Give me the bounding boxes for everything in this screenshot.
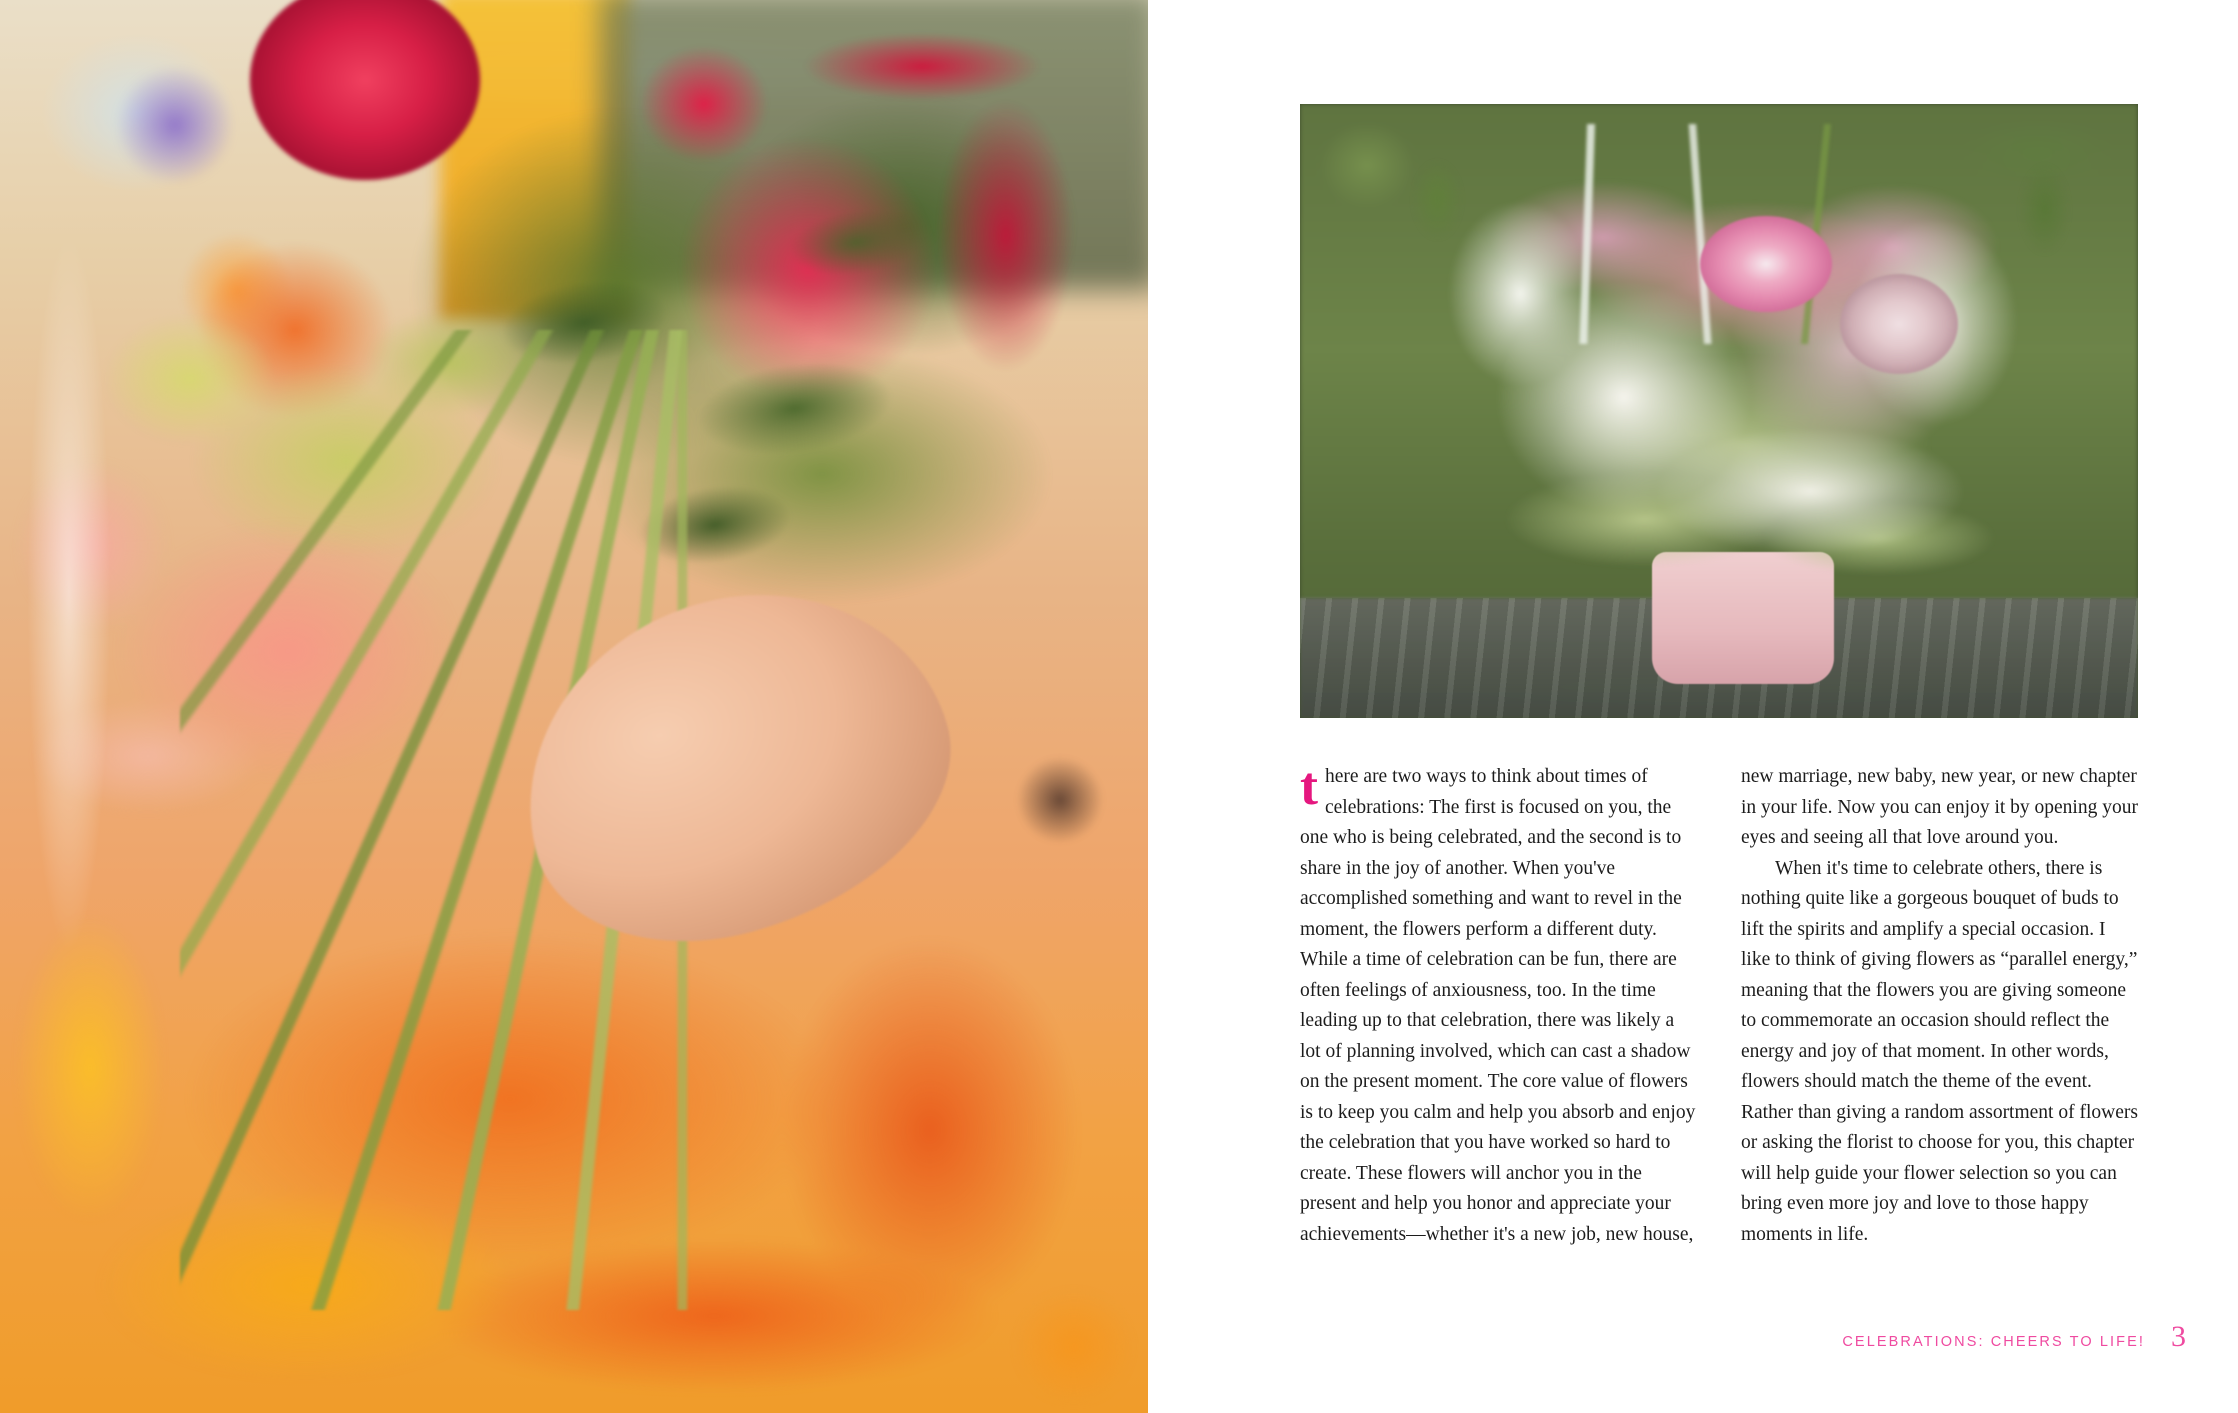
- paragraph-one-text: here are two ways to think about times of celebrations: The first is focused on you, the one who is being celebrated, and the second is to share in the joy of another. When you've accomplished something and want to revel in the moment, the flowers perform a different duty. While a time of celebration can be fun, there are often feelings of anxiousness, too. In the time leading up to that celebration, there was likely a lot of planning involved, which can cast a shadow on the present moment. The core value of flowers is to keep you calm and help you absorb and enjoy the celebration that you have worked so hard to create. These flowers will anchor you in the present and help you honor and appreciate your achievements—whether it's a new job, new house,: [1300, 766, 1696, 1245]
- running-head: CELEBRATIONS: CHEERS TO LIFE!: [1842, 1334, 2145, 1350]
- paragraph-three: When it's time to celebrate others, there is nothing quite like a gorgeous bouquet of buds to lift the spirits and amplify a special occasion. I like to think of giving flowers as “parallel energy,” meaning that the flowers you are giving someone to commemorate an occasion should reflect the energy and joy of that moment. In other words, flowers should match the theme of the event. Rather than giving a random assortment of flowers or asking the florist to choose for you, this chapter will help guide your flower selection so you can bring even more joy and love to those happy moments in life.: [1741, 857, 2138, 1245]
- page-number: 3: [2171, 1320, 2186, 1353]
- drop-cap: t: [1300, 756, 1318, 816]
- text-column-two: [1741, 762, 2138, 1250]
- paragraph-two: new marriage, new baby, new year, or new chapter in your life. Now you can enjoy it by opening your eyes and seeing all that love around you.: [1741, 766, 2138, 848]
- photo-purple-bloom: [90, 40, 260, 210]
- body-text-area: [1300, 756, 2138, 1250]
- blush-rose: [1840, 274, 1958, 374]
- floral-arrangement-photo: [1300, 104, 2138, 718]
- page-footer: [1300, 1322, 2186, 1352]
- paragraph-one: [1300, 756, 1697, 1250]
- right-page: [1148, 0, 2238, 1413]
- photo-wrist-tattoo: [1000, 740, 1120, 860]
- pink-gerbera: [1700, 216, 1832, 312]
- text-column-one: [1300, 756, 1697, 1250]
